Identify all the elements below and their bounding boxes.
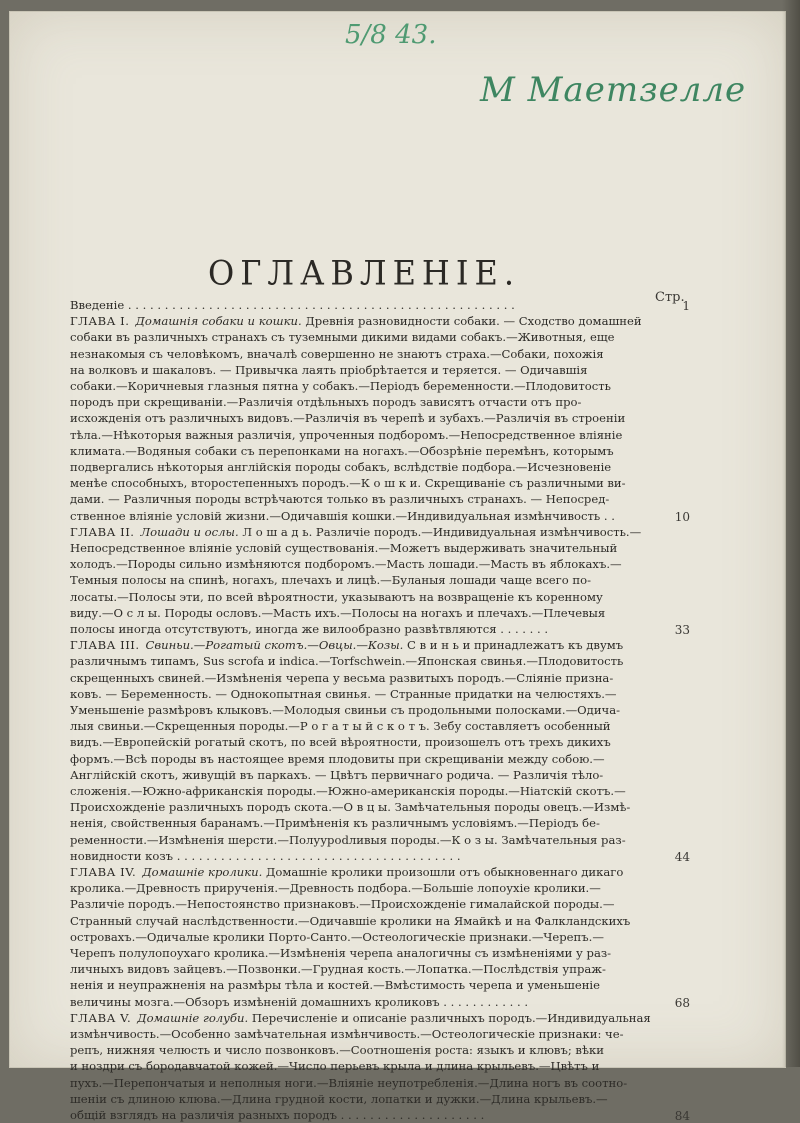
chapter-label: ГЛАВА IV. <box>70 865 137 879</box>
chapter-summary-text: сложенія.—Южно-африканскія породы.—Южно-американскія породы.—Ніатскій скотъ.— <box>70 784 626 798</box>
toc-line <box>70 346 650 362</box>
toc-line <box>70 297 650 313</box>
chapter-summary-text: Черепъ полулопоухаго кролика.—Измѣненія черепа аналогичны съ измѣненіями у раз- <box>70 946 612 960</box>
page-number: 84 <box>674 1109 690 1123</box>
page-number: 1 <box>682 299 690 313</box>
chapter-summary-text: личныхъ видовъ зайцевъ.—Позвонки.—Грудная кость.—Лопатка.—Послѣдствія упраж- <box>70 962 606 977</box>
toc-line <box>70 815 650 831</box>
chapter-label: ГЛАВА III. <box>70 638 140 653</box>
toc-line <box>70 880 650 896</box>
page-number: 33 <box>674 623 690 637</box>
toc-line <box>70 961 650 977</box>
toc-line <box>70 767 650 783</box>
toc-line <box>70 1010 650 1026</box>
chapter-summary-text: островахъ.—Одичалые кролики Порто-Санто.—Остеологическіе признаки.—Черепъ.— <box>70 929 604 944</box>
chapter-title: Лошади и ослы. <box>140 524 239 539</box>
chapter-summary-text: Англійскій скотъ, живущій въ паркахъ. — Цвѣтъ первичнаго родича. — Различія тѣло- <box>70 767 604 782</box>
chapter-summary-text: собаки въ различныхъ странахъ съ туземными дикими видами собакъ.—Животныя, еще <box>70 330 615 345</box>
chapter-summary-text: новидности козъ . . . . . . . . . . . . . . . . . . . . . . . . . . . . . . . . . . . . . . . <box>70 848 461 863</box>
page-column-header: Стр. <box>655 290 685 305</box>
toc-line <box>70 427 650 443</box>
chapter-title: Свиньи.—Рогатый скотъ.—Овцы.—Козы. <box>145 638 404 653</box>
toc-line <box>70 1042 650 1058</box>
toc-line <box>70 945 650 961</box>
chapter-summary-text: скрещенныхъ свиней.—Измѣненія черепа у весьма развитыхъ породъ.—Сліяніе призна- <box>70 670 614 685</box>
toc-line <box>70 589 650 605</box>
toc-line <box>70 329 650 345</box>
chapter-summary-text: Непосредственное вліяніе условій существованія.—Можетъ выдерживать значительный <box>70 541 618 555</box>
toc-line <box>70 491 650 507</box>
chapter-summary-text: собаки.—Коричневыя глазныя пятна у собакъ.—Періодъ беременности.—Плодовитость <box>70 379 611 393</box>
chapter-summary-text: С в и н ь и принадлежатъ къ двумъ <box>403 638 624 653</box>
chapter-title: Домашніе голуби. <box>137 1010 249 1025</box>
toc-line <box>70 718 650 734</box>
toc-line <box>70 929 650 945</box>
toc-line <box>70 1091 650 1107</box>
toc-line <box>70 556 650 572</box>
chapter-summary-text: Перечисленіе и описаніе различныхъ породъ.—Индивидуальная <box>248 1010 651 1025</box>
chapter-summary-text: виду.—О с л ы. Породы ословъ.—Масть ихъ.—Полосы на ногахъ и плечахъ.—Плечевыя <box>70 605 606 620</box>
chapter-summary-text: измѣнчивость.—Особенно замѣчательная измѣнчивость.—Остеологическіе признаки: че- <box>70 1027 624 1041</box>
toc-line <box>70 686 650 702</box>
toc-line <box>70 540 650 556</box>
chapter-summary-text: Введеніе . . . . . . . . . . . . . . . . . . . . . . . . . . . . . . . . . . . . . . . . . . . . . . . . . . . . . <box>70 298 515 312</box>
handwritten-catalog-number: 5/8 43. <box>345 20 437 50</box>
page-number: 10 <box>674 509 690 524</box>
chapter-summary-text: репъ, нижняя челюсть и число позвонковъ.—Соотношенія роста: языкъ и клювъ; вѣки <box>70 1043 604 1058</box>
toc-line <box>70 1107 650 1123</box>
chapter-summary-text: лосаты.—Полосы эти, по всей вѣроятности, указываютъ на возвращеніе къ коренному <box>70 589 603 604</box>
toc-line <box>70 799 650 815</box>
toc-line <box>70 572 650 588</box>
chapter-summary-text: Странный случай наслѣдственности.—Одичавшіе кролики на Ямайкѣ и на Фалкландскихъ <box>70 913 631 928</box>
chapter-summary-text: ременности.—Измѣненія шерсти.—Полуурodливыя породы.—К о з ы. Замѣчательныя раз- <box>70 832 626 847</box>
toc-line <box>70 977 650 993</box>
toc-line <box>70 475 650 491</box>
toc-line <box>70 670 650 686</box>
chapter-summary-text: Уменьшеніе размѣровъ клыковъ.—Молодыя свиньи съ продольными полосками.—Одича- <box>70 703 621 717</box>
chapter-label: ГЛАВА I. <box>70 314 130 329</box>
toc-line <box>70 524 650 540</box>
toc-line <box>70 864 650 880</box>
chapter-summary-text: Различіе породъ.—Непостоянство признаковъ.—Происхожденіе гималайской породы.— <box>70 897 615 912</box>
toc-line <box>70 410 650 426</box>
toc-line <box>70 751 650 767</box>
toc-line <box>70 508 650 524</box>
toc-line <box>70 653 650 669</box>
toc-line <box>70 702 650 718</box>
chapter-summary-text: незнакомыя съ человѣкомъ, вначалѣ совершенно не знаютъ страха.—Собаки, похожія <box>70 346 604 361</box>
toc-line <box>70 1075 650 1091</box>
page-number: 44 <box>674 849 690 864</box>
chapter-label: ГЛАВА V. <box>70 1010 132 1025</box>
chapter-summary-text: общій взглядъ на различія разныхъ породъ . . . . . . . . . . . . . . . . . . . . <box>70 1108 485 1122</box>
toc-line <box>70 378 650 394</box>
chapter-summary-text: ненія, свойственныя баранамъ.—Примѣненія къ различнымъ условіямъ.—Періодъ бе- <box>70 816 600 831</box>
chapter-summary-text: Древнія разновидности собаки. — Сходство домашней <box>301 314 642 329</box>
chapter-summary-text: на волковъ и шакаловъ. — Привычка лаять пріобрѣтается и теряется. — Одичавшія <box>70 362 588 377</box>
toc-line <box>70 1058 650 1074</box>
book-page <box>10 12 785 1123</box>
chapter-summary-text: и ноздри съ бородавчатой кожей.—Число перьевъ крыла и длина крыльевъ.—Цвѣтъ и <box>70 1059 600 1074</box>
chapter-summary-text: лыя свиньи.—Скрещенныя породы.—Р о г а т ы й с к о т ъ. Зебу составляетъ особенный <box>70 719 611 734</box>
chapter-title: Домашніе кролики. <box>142 865 263 879</box>
chapter-summary-text: полосы иногда отсутствуютъ, иногда же вилообразно развѣтвляются . . . . . . . <box>70 622 549 636</box>
chapter-summary-text: шеніи съ длиною клюва.—Длина грудной кости, лопатки и дужки.—Длина крыльевъ.— <box>70 1091 608 1106</box>
chapter-summary-text: пухъ.—Перепончатыя и неполныя ноги.—Вліяніе неупотребленія.—Длина ногъ въ соотно- <box>70 1075 628 1090</box>
chapter-title: Домашнія собаки и кошки. <box>135 314 302 329</box>
chapter-summary-text: менѣе способныхъ, второстепенныхъ породъ.—К о ш к и. Скрещиваніе съ различными ви- <box>70 476 626 491</box>
chapter-label: ГЛАВА II. <box>70 524 135 539</box>
chapter-summary-text: Темныя полосы на спинѣ, ногахъ, плечахъ и лицѣ.—Буланыя лошади чаще всего по- <box>70 573 592 588</box>
chapter-summary-text: величины мозга.—Обзоръ измѣненій домашнихъ кроликовъ . . . . . . . . . . . . <box>70 994 529 1009</box>
toc-line <box>70 459 650 475</box>
toc-line <box>70 832 650 848</box>
toc-line <box>70 734 650 750</box>
chapter-summary-text: формъ.—Всѣ породы въ настоящее время плодовиты при скрещиваніи между собою.— <box>70 751 605 766</box>
chapter-summary-text: ненія и неупражненія на размѣры тѣла и костей.—Вмѣстимость черепа и уменьшеніе <box>70 978 600 993</box>
chapter-summary-text: Домашніе кролики произошли отъ обыкновеннаго дикаго <box>262 865 624 879</box>
toc-line <box>70 313 650 329</box>
toc-line <box>70 394 650 410</box>
chapter-summary-text: тѣла.—Нѣкоторыя важныя различія, упроченныя подборомъ.—Непосредственное вліяніе <box>70 427 623 442</box>
page-edge-shadow <box>782 0 800 1067</box>
toc-line <box>70 848 650 864</box>
toc-line <box>70 637 650 653</box>
chapter-summary-text: холодъ.—Породы сильно измѣняются подборомъ.—Масть лошади.—Масть въ яблокахъ.— <box>70 557 622 572</box>
chapter-summary-text: кролика.—Древность прирученія.—Древность подбора.—Большіе лопоухіе кролики.— <box>70 881 601 896</box>
toc-line <box>70 443 650 459</box>
chapter-summary-text: различнымъ типамъ, Sus scrofa и indica.—Torfschwein.—Японская свинья.—Плодовитость <box>70 654 624 669</box>
toc-line <box>70 1026 650 1042</box>
chapter-summary-text: Л о ш а д ь. Различіе породъ.—Индивидуальная измѣнчивость.— <box>238 524 642 539</box>
chapter-summary-text: климата.—Водяныя собаки съ перепонками на ногахъ.—Обозрѣніе перемѣнъ, которымъ <box>70 443 614 458</box>
toc-line <box>70 621 650 637</box>
chapter-summary-text: подвергались нѣкоторыя англійскія породы собакъ, вслѣдствіе подбора.—Исчезновеніе <box>70 460 612 474</box>
chapter-summary-text: исхожденія отъ различныхъ видовъ.—Различія въ черепѣ и зубахъ.—Различія въ строеніи <box>70 411 626 426</box>
toc-line <box>70 783 650 799</box>
toc-line <box>70 362 650 378</box>
page-title: ОГЛАВЛЕНІЕ. <box>207 253 520 293</box>
page-number: 68 <box>674 995 690 1010</box>
chapter-summary-text: ковъ. — Беременность. — Однокопытная свинья. — Странные придатки на челюстяхъ.— <box>70 686 617 701</box>
toc-line <box>70 994 650 1010</box>
toc-line <box>70 913 650 929</box>
toc-line <box>70 896 650 912</box>
chapter-summary-text: ственное вліяніе условій жизни.—Одичавшія кошки.—Индивидуальная измѣнчивость . . <box>70 508 615 523</box>
chapter-summary-text: породъ при скрещиваніи.—Различія отдѣльныхъ породъ зависятъ отчасти отъ про- <box>70 395 582 410</box>
chapter-summary-text: Происхожденіе различныхъ породъ скота.—О в ц ы. Замѣчательныя породы овецъ.—Измѣ- <box>70 800 631 815</box>
toc-line <box>70 605 650 621</box>
chapter-summary-text: дами. — Различныя породы встрѣчаются только въ различныхъ странахъ. — Непосред- <box>70 492 610 507</box>
handwritten-owner-signature: М Маетзелле <box>480 70 747 110</box>
chapter-summary-text: видъ.—Европейскій рогатый скотъ, по всей вѣроятности, произошелъ отъ трехъ дикихъ <box>70 735 611 750</box>
